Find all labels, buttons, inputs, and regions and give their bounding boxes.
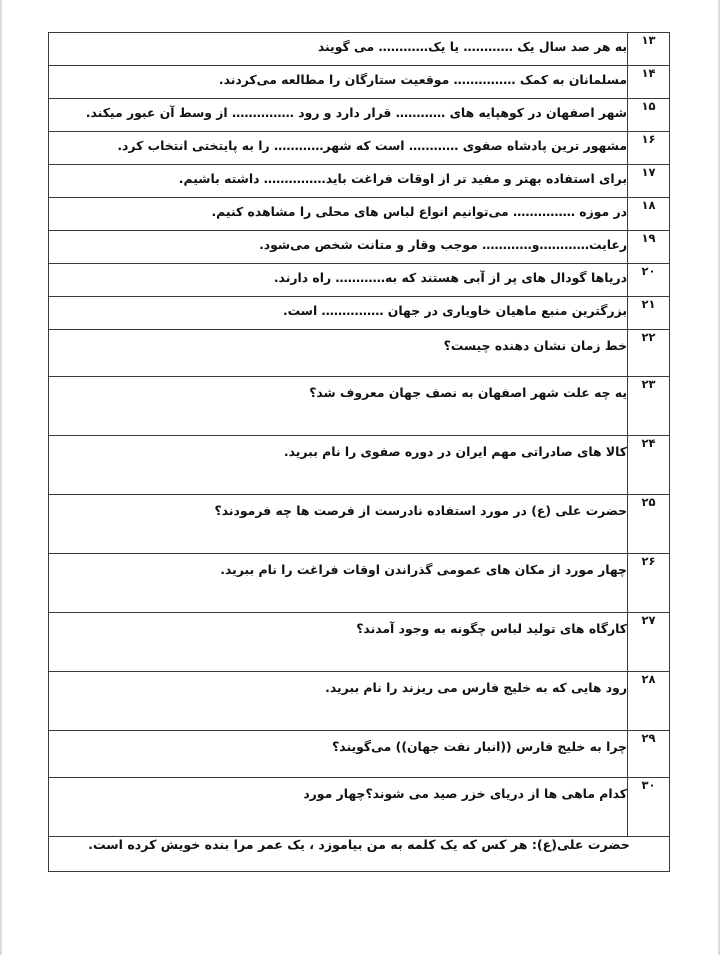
question-number: ۱۹: [628, 231, 670, 264]
table-row: [49, 66, 670, 99]
question-number: ۲۳: [628, 377, 670, 436]
question-text: رعایت…………و………… موجب وقار و متانت شخص می‌شود.: [49, 231, 628, 264]
question-number: ۲۲: [628, 330, 670, 377]
question-number: ۲۷: [628, 613, 670, 672]
question-number: ۲۵: [628, 495, 670, 554]
question-number: ۲۹: [628, 731, 670, 778]
question-number: ۲۱: [628, 297, 670, 330]
table-row: [49, 165, 670, 198]
question-text: دریاها گودال های پر از آبی هستند که به………… راه دارند.: [49, 264, 628, 297]
question-number: ۳۰: [628, 778, 670, 837]
table-row: [49, 377, 670, 436]
table-row: [49, 231, 670, 264]
table-row: [49, 198, 670, 231]
footer-row: [49, 837, 670, 872]
table-row: [49, 731, 670, 778]
question-text: رود هایی که به خلیج فارس می ریزند را نام ببرید.: [49, 672, 628, 731]
page-edge-left: [0, 0, 2, 955]
exam-sheet: [48, 32, 670, 872]
exam-question-table: [48, 32, 670, 872]
question-text: به هر صد سال یک ………… یا یک………… می گویند: [49, 33, 628, 66]
question-number: ۲۰: [628, 264, 670, 297]
question-number: ۱۴: [628, 66, 670, 99]
question-text: در موزه …………… می‌توانیم انواع لباس های محلی را مشاهده کنیم.: [49, 198, 628, 231]
question-text: یه چه علت شهر اصفهان به نصف جهان معروف شد؟: [49, 377, 628, 436]
question-text: بزرگترین منبع ماهیان خاویاری در جهان …………… است.: [49, 297, 628, 330]
question-number: ۲۶: [628, 554, 670, 613]
table-row: [49, 778, 670, 837]
question-text: چرا به خلیج فارس ((انبار نفت جهان)) می‌گویند؟: [49, 731, 628, 778]
question-number: ۲۴: [628, 436, 670, 495]
table-row: [49, 436, 670, 495]
question-number: ۱۶: [628, 132, 670, 165]
question-text: مشهور ترین پادشاه صفوی ………… است که شهر………… را به پایتختی انتخاب کرد.: [49, 132, 628, 165]
question-number: ۱۳: [628, 33, 670, 66]
question-text: شهر اصفهان در کوهپایه های ………… قرار دارد و رود …………… از وسط آن عبور میکند.: [49, 99, 628, 132]
table-row: [49, 554, 670, 613]
table-row: [49, 672, 670, 731]
table-row: [49, 99, 670, 132]
question-number: ۱۷: [628, 165, 670, 198]
footer-quotation: حضرت علی(ع): هر کس که یک کلمه به من بیاموزد ، یک عمر مرا بنده خویش کرده است.: [49, 837, 670, 872]
table-row: [49, 132, 670, 165]
question-number: ۲۸: [628, 672, 670, 731]
table-row: [49, 613, 670, 672]
question-text: کالا های صادراتی مهم ایران در دوره صفوی را نام ببرید.: [49, 436, 628, 495]
question-text: مسلمانان به کمک …………… موقعیت ستارگان را مطالعه می‌کردند.: [49, 66, 628, 99]
table-row: [49, 264, 670, 297]
table-row: [49, 33, 670, 66]
exam-table-body: [49, 33, 670, 872]
question-text: کارگاه های تولید لباس چگونه به وجود آمدند؟: [49, 613, 628, 672]
question-text: برای استفاده بهتر و مفید تر از اوقات فراغت باید…………… داشته باشیم.: [49, 165, 628, 198]
question-number: ۱۸: [628, 198, 670, 231]
table-row: [49, 495, 670, 554]
table-row: [49, 330, 670, 377]
table-row: [49, 297, 670, 330]
question-text: کدام ماهی ها از دریای خزر صید می شوند؟چهار مورد: [49, 778, 628, 837]
question-text: خط زمان نشان دهنده چیست؟: [49, 330, 628, 377]
question-text: چهار مورد از مکان های عمومی گذراندن اوقات فراغت را نام ببرید.: [49, 554, 628, 613]
question-number: ۱۵: [628, 99, 670, 132]
question-text: حضرت علی (ع) در مورد استفاده نادرست از فرصت ها چه فرمودند؟: [49, 495, 628, 554]
